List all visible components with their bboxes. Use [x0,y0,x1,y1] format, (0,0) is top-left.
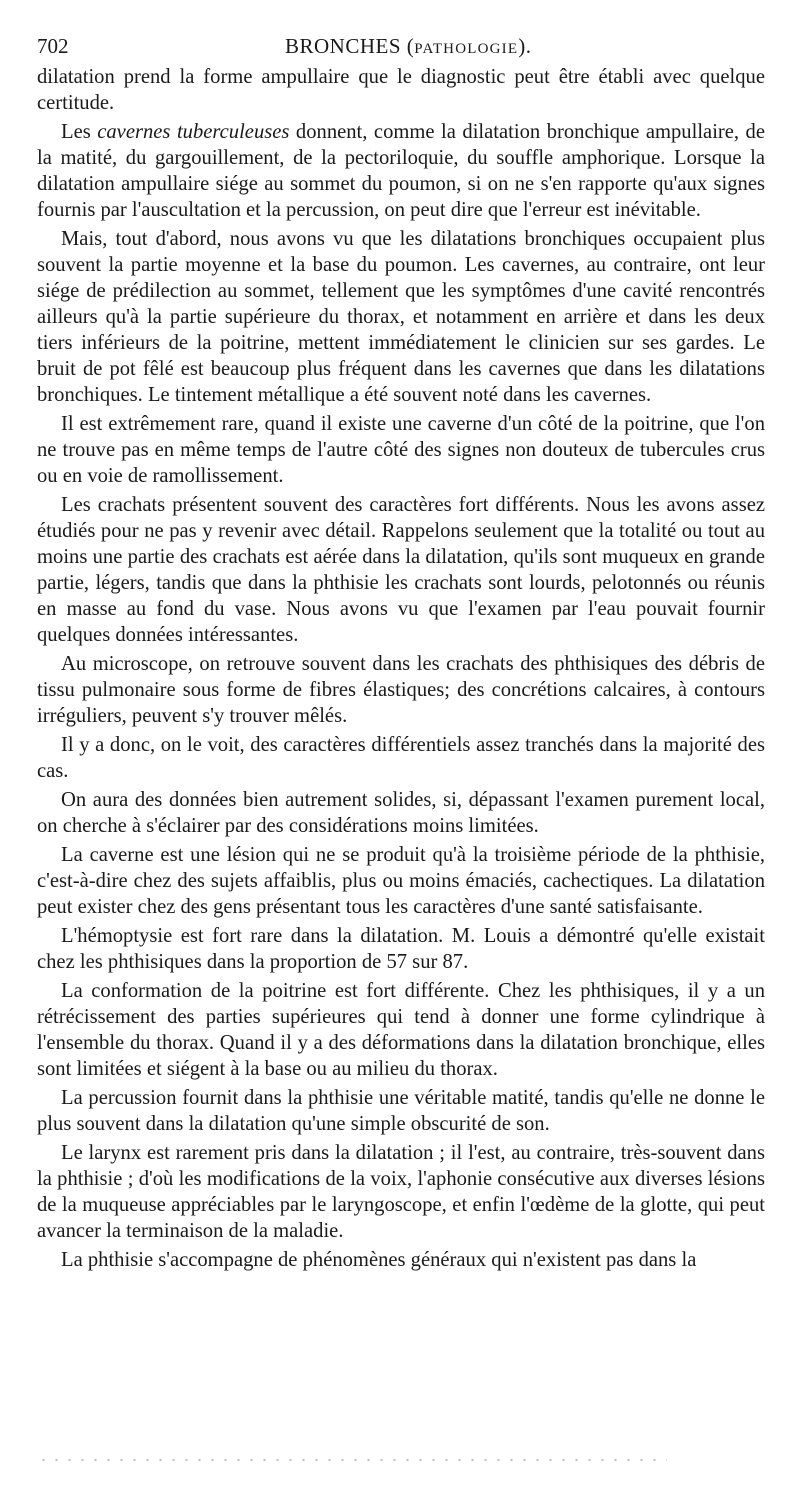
paragraph-larynx: Le larynx est rarement pris dans la dilatation ; il l'est, au contraire, très-souvent dans la phthisie ; d'où les modifications de la voix, l'aphonie consécutive aux diverses lésions de la muqueuse appréciables par le laryngoscope, et enfin l'œdème de la glotte, qui peut avancer la terminaison de la maladie. [37,1142,765,1242]
paragraph-cavernes-intro: Les [61,121,98,143]
paragraph-caracteres: Il y a donc, on le voit, des caractères différentiels assez tranchés dans la majorité des cas. [37,734,765,782]
paragraph-conformation: La conformation de la poitrine est fort différente. Chez les phthisiques, il y a un rétrécissement des parties supérieures qui tend à donner une forme cylindrique à l'ensemble du thorax. Quand il y a des déformations dans la dilatation bronchique, elles sont limitées et siégent à la base ou au milieu du thorax. [37,980,765,1080]
running-title [285,28,531,67]
paragraph-continued: dilatation prend la forme ampullaire que le diagnostic peut être établi avec quelque certitude. [37,66,765,114]
paragraph-phthisie: La phthisie s'accompagne de phénomènes généraux qui n'existent pas dans la [61,1249,697,1271]
scan-artifact-dots [37,1458,667,1462]
running-title-paren-open: ( [401,34,415,58]
running-title-main: BRONCHES [285,34,402,58]
running-head [37,28,765,64]
paragraph-microscope: Au microscope, on retrouve souvent dans les crachats des phthisiques des débris de tissu pulmonaire sous forme de fibres élastiques; des concrétions calcaires, à contours irréguliers, peuvent s'y trouver mêlés. [37,653,765,727]
page-number: 702 [37,34,69,58]
paragraph-siege: Mais, tout d'abord, nous avons vu que les dilatations bronchiques occupaient plus souvent la partie moyenne et la base du poumon. Les cavernes, au contraire, ont leur siége de prédilection au sommet, tellement que les symptômes d'une cavité rencontrés ailleurs qu'à la partie supérieure du thorax, et notamment en arrière et dans les deux tiers inférieurs de la poitrine, mettent immédiatement le clinicien sur ses gardes. Le bruit de pot fêlé est beaucoup plus fréquent dans les cavernes que dans les dilatations bronchiques. Le tintement métallique a été souvent noté dans les cavernes. [37,228,765,406]
paragraph-caverne-lesion: La caverne est une lésion qui ne se produit qu'à la troisième période de la phthisie, c'est-à-dire chez des sujets affaiblis, plus ou moins émaciés, cachectiques. La dilatation peut exister chez des gens présentant tous les caractères d'une santé satisfaisante. [37,844,765,918]
body-text [37,64,765,1273]
book-page [37,28,765,1276]
paragraph-percussion: La percussion fournit dans la phthisie une véritable matité, tandis qu'elle ne donne le plus souvent dans la dilatation qu'une simple obscurité de son. [37,1087,765,1135]
paragraph-donnees: On aura des données bien autrement solides, si, dépassant l'examen purement local, on cherche à s'éclairer par des considérations moins limitées. [37,789,765,837]
paragraph-cavernes-rest: donnent, comme la dilatation bronchique ampullaire, de la matité, du gargouillement, de la pectoriloquie, du souffle amphorique. Lorsque la dilatation ampullaire siége au sommet du poumon, si on ne s'en rapporte qu'aux signes fournis par l'auscultation et la percussion, on peut dire que l'erreur est inévitable. [37,121,765,221]
italic-term-cavernes-tuberculeuses: cavernes tuberculeuses [97,121,290,143]
running-title-paren-close: ). [518,34,532,58]
running-title-section: PATHOLOGIE [414,41,519,57]
paragraph-hemoptysie: L'hémoptysie est fort rare dans la dilatation. M. Louis a démontré qu'elle existait chez les phthisiques dans la proportion de 57 sur 87. [37,925,765,973]
paragraph-crachats: Les crachats présentent souvent des caractères fort différents. Nous les avons assez étudiés pour ne pas y revenir avec détail. Rappelons seulement que la totalité ou tout au moins une partie des crachats est aérée dans la dilatation, qu'ils sont muqueux en grande partie, légers, tandis que dans la phthisie les crachats sont lourds, pelotonnés ou réunis en masse au fond du vase. Nous avons vu que l'examen par l'eau pouvait fournir quelques données intéressantes. [37,494,765,646]
paragraph-cavernes [37,119,765,223]
paragraph-tubercules: Il est extrêmement rare, quand il existe une caverne d'un côté de la poitrine, que l'on ne trouve pas en même temps de l'autre côté des signes non douteux de tubercules crus ou en voie de ramollissement. [37,413,765,487]
